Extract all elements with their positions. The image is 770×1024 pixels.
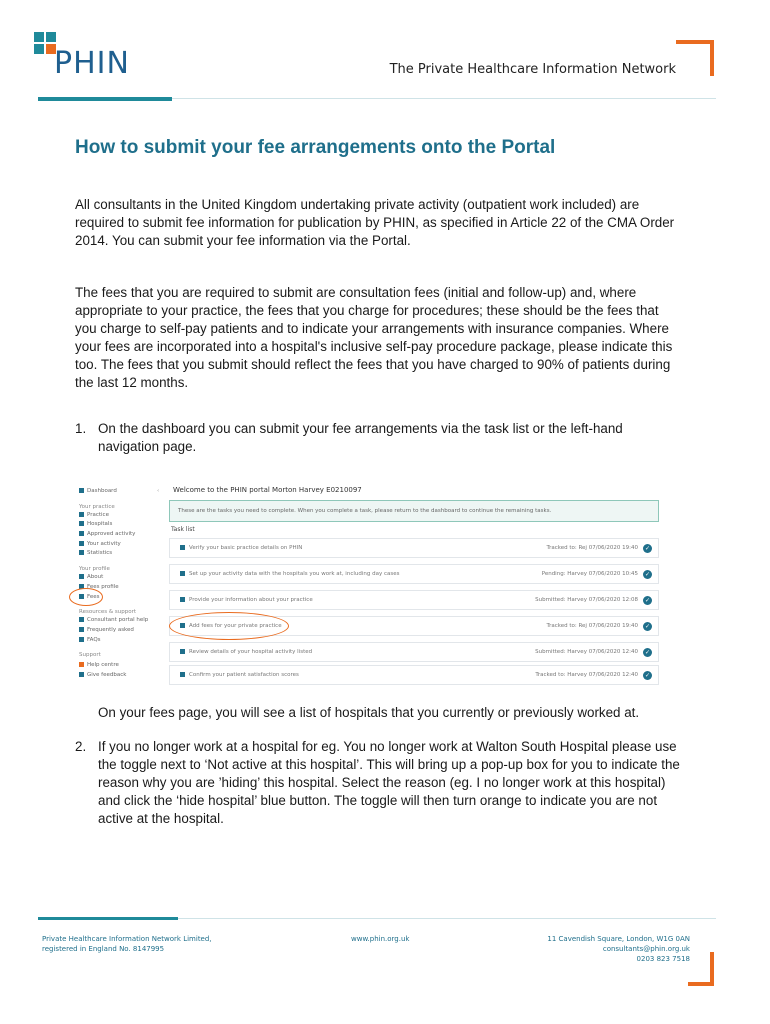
nav-item: FAQs xyxy=(79,637,101,643)
header-tagline: The Private Healthcare Information Network xyxy=(389,62,676,77)
nav-item: Your activity xyxy=(79,541,121,547)
nav-item: Frequently asked xyxy=(79,627,134,633)
footer-website: www.phin.org.uk xyxy=(351,935,410,943)
chevron-left-icon: ‹ xyxy=(157,488,160,494)
footer-divider-accent xyxy=(38,917,178,920)
footer-contact: 11 Cavendish Square, London, W1G 0AN consultants@phin.org.uk 0203 823 7518 xyxy=(547,935,690,963)
nav-group: Your practice xyxy=(79,504,115,510)
corner-accent xyxy=(676,40,714,76)
task-row: Set up your activity data with the hospitals you work at, including day cases Pending: Harvey 07/06/2020 10:45 ✓ xyxy=(169,564,659,584)
logo-text: PHIN xyxy=(54,46,130,81)
nav-item: Approved activity xyxy=(79,531,135,537)
page-title: How to submit your fee arrangements onto the Portal xyxy=(75,137,556,158)
nav-item: Hospitals xyxy=(79,521,112,527)
check-icon: ✓ xyxy=(644,571,651,578)
step-text: On the dashboard you can submit your fee arrangements via the task list or the left-hand navigation page. xyxy=(98,421,623,454)
task-list-label: Task list xyxy=(171,526,195,533)
phin-logo xyxy=(34,32,154,84)
check-icon: ✓ xyxy=(644,649,651,656)
header-divider-accent xyxy=(38,97,172,101)
fees-page-note: On your fees page, you will see a list of hospitals that you currently or previously worked at. xyxy=(98,705,640,720)
step-number: 1. xyxy=(75,421,87,436)
highlight-circle xyxy=(169,612,289,640)
check-icon: ✓ xyxy=(644,597,651,604)
nav-group: Resources & support xyxy=(79,609,136,615)
task-row: Verify your basic practice details on PHIN Tracked to: Rej 07/06/2020 19:40 ✓ xyxy=(169,538,659,558)
nav-item: Practice xyxy=(79,512,109,518)
task-row: Provide your information about your practice Submitted: Harvey 07/06/2020 12:08 ✓ xyxy=(169,590,659,610)
task-row: Confirm your patient satisfaction scores Tracked to: Harvey 07/06/2020 12:40 ✓ xyxy=(169,665,659,685)
nav-item: Give feedback xyxy=(79,672,126,678)
task-row-fees: Add fees for your private practice Tracked to: Rej 07/06/2020 19:40 ✓ xyxy=(169,616,659,636)
logo-mark xyxy=(34,44,44,54)
header-divider xyxy=(172,98,716,99)
check-icon: ✓ xyxy=(644,672,651,679)
portal-info-banner: These are the tasks you need to complete. When you complete a task, please return to the dashboard to continue the remaining tasks. xyxy=(169,500,659,522)
logo-mark xyxy=(46,32,56,42)
portal-dashboard-screenshot xyxy=(73,478,663,684)
step-text: If you no longer work at a hospital for eg. You no longer work at Walton South Hospital please use the toggle next to ‘Not active at this hospital’. This will bring up a pop-up box for you to indicate the reason why you are ’hiding’ this hospital. Select the reason (eg. I no longer work at this hospital) and click the ‘hide hospital’ blue button. The toggle will then turn orange to indicate you are not active at the hospital. xyxy=(98,739,680,826)
nav-item: Consultant portal help xyxy=(79,617,148,623)
nav-item: Help centre xyxy=(79,662,119,668)
fees-paragraph: The fees that you are required to submit are consultation fees (initial and follow-up) and, where appropriate to your practice, the fees that you charge for procedures; these should be the fees that you charge to self-pay patients and to indicate your arrangements with insurance companies. Where your fees are incorporated into a hospital's inclusive self-pay procedure package, please indicate this too. The fees that you submit should reflect the fees that you have charged to 90% of patients during the last 12 months. xyxy=(75,285,673,390)
intro-paragraph: All consultants in the United Kingdom undertaking private activity (outpatient work included) are required to submit fee information for publication by PHIN, as specified in Article 22 of the CMA Order 2014. You can submit your fee information via the Portal. xyxy=(75,197,675,248)
nav-item: Statistics xyxy=(79,550,112,556)
portal-left-nav xyxy=(73,478,165,684)
nav-item: Fees profile xyxy=(79,584,119,590)
nav-group: Your profile xyxy=(79,566,110,572)
highlight-circle xyxy=(69,588,103,606)
footer-company: Private Healthcare Information Network Limited, registered in England No. 8147995 xyxy=(42,935,212,953)
nav-group: Support xyxy=(79,652,101,658)
task-row: Review details of your hospital activity listed Submitted: Harvey 07/06/2020 12:40 ✓ xyxy=(169,642,659,662)
portal-main xyxy=(169,482,661,682)
step-number: 2. xyxy=(75,739,87,754)
check-icon: ✓ xyxy=(644,623,651,630)
corner-accent xyxy=(688,952,714,986)
nav-item-fees: Fees xyxy=(79,594,100,600)
logo-mark xyxy=(34,32,44,42)
portal-welcome: Welcome to the PHIN portal Morton Harvey E0210097 xyxy=(173,486,362,494)
check-icon: ✓ xyxy=(644,545,651,552)
nav-item: Dashboard xyxy=(79,488,117,494)
nav-item: About xyxy=(79,574,103,580)
